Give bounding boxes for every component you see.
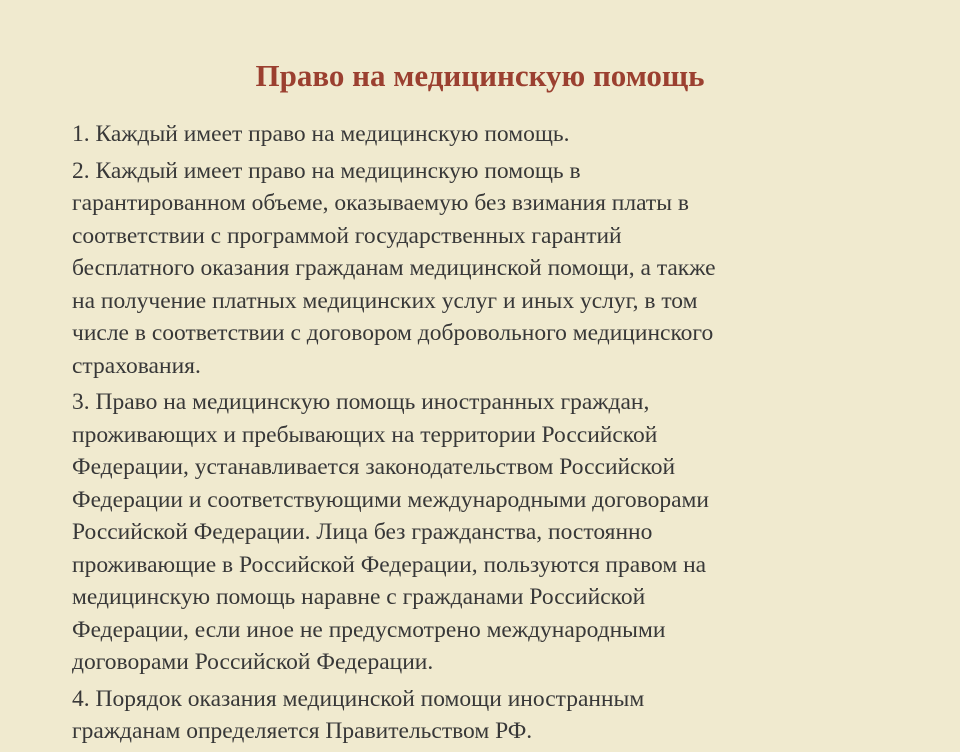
slide-title: Право на медицинскую помощь <box>255 58 705 93</box>
paragraph-line: 1. Каждый имеет право на медицинскую помощь. <box>72 121 570 147</box>
paragraph-line: договорами Российской Федерации. <box>72 649 434 675</box>
paragraph-line: 2. Каждый имеет право на медицинскую помощь в <box>72 157 581 184</box>
paragraph-line: 4. Порядок оказания медицинской помощи иностранным <box>72 685 645 712</box>
paragraph-line: Федерации и соответствующими международными договорами <box>72 486 709 513</box>
paragraph-line: проживающих и пребывающих на территории Российской <box>72 421 658 448</box>
paragraph-line: проживающие в Российской Федерации, пользуются правом на <box>72 551 707 578</box>
paragraph-line: бесплатного оказания гражданам медицинской помощи, а также <box>72 255 716 281</box>
paragraph-3 <box>72 386 902 679</box>
paragraph-line: числе в соответствии с договором добровольного медицинского <box>72 320 714 346</box>
paragraph-line: Российской Федерации. Лица без гражданства, постоянно <box>72 519 653 545</box>
paragraph-line: страхования. <box>72 352 201 379</box>
paragraph-line: Федерации, устанавливается законодательством Российской <box>72 454 676 480</box>
paragraph-line: на получение платных медицинских услуг и иных услуг, в том <box>72 287 698 314</box>
paragraph-1 <box>72 118 902 151</box>
paragraph-4 <box>72 683 902 748</box>
paragraph-line: соответствии с программой государственных гарантий <box>72 222 622 249</box>
paragraph-line: Федерации, если иное не предусмотрено международными <box>72 616 666 643</box>
paragraph-line: гражданам определяется Правительством РФ. <box>72 718 533 744</box>
paragraph-line: гарантированном объеме, оказываемую без взимания платы в <box>72 190 689 216</box>
paragraph-line: 3. Право на медицинскую помощь иностранных граждан, <box>72 389 650 415</box>
slide-body <box>72 118 902 752</box>
paragraph-line: медицинскую помощь наравне с гражданами Российской <box>72 584 646 610</box>
paragraph-2 <box>72 155 902 383</box>
